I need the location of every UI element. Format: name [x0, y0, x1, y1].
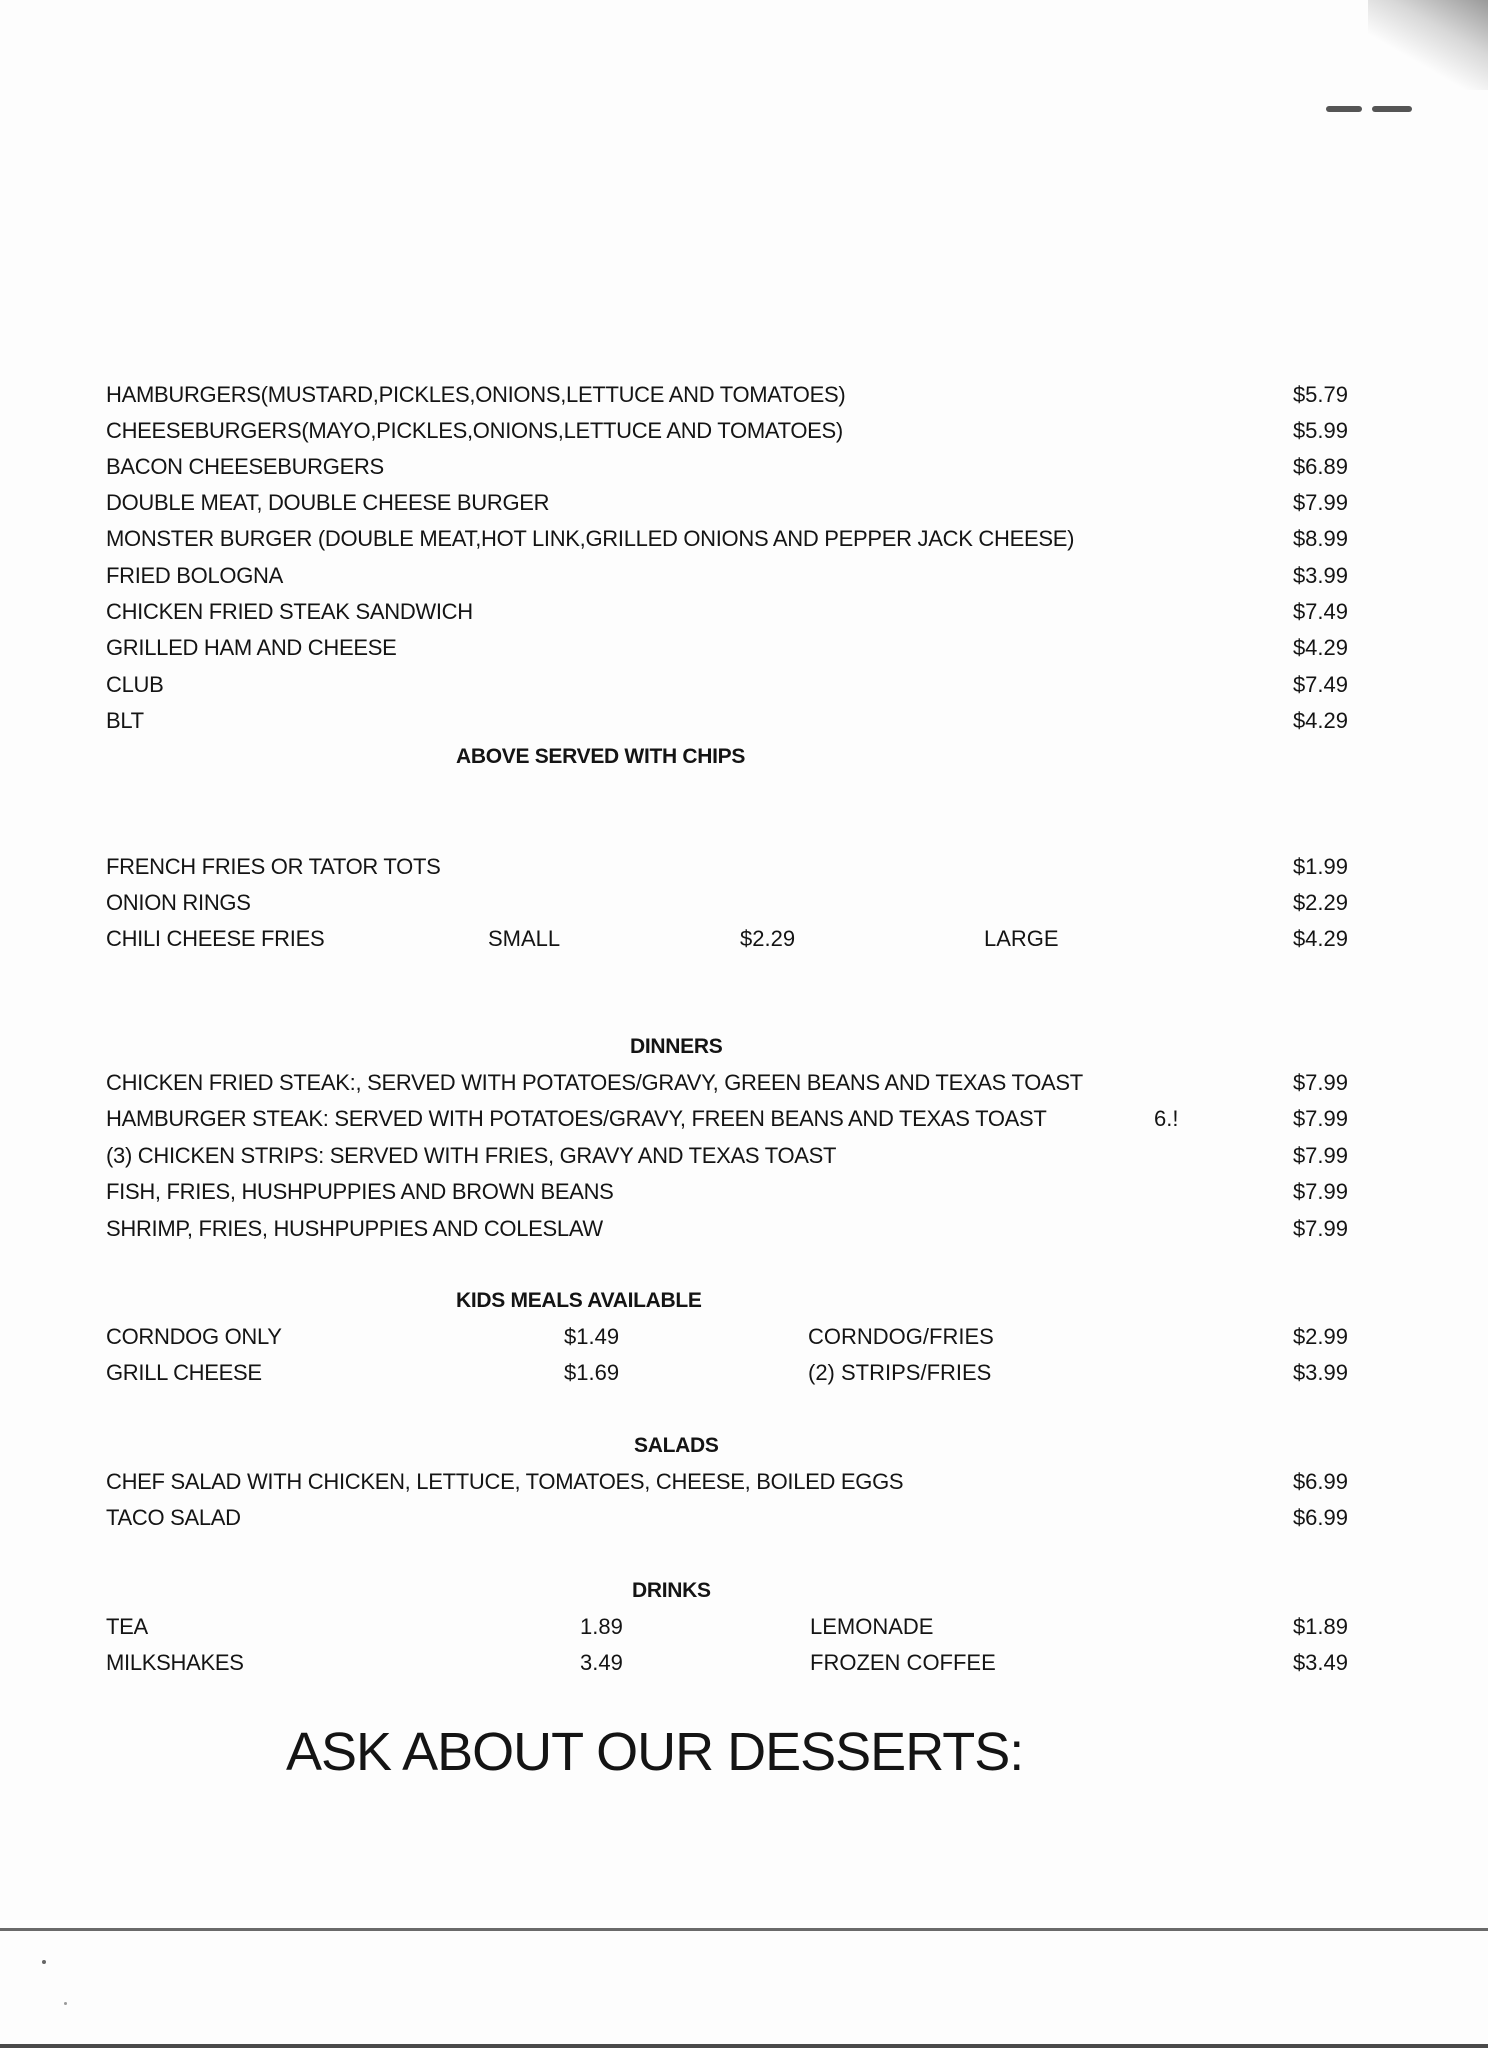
item-name: FISH, FRIES, HUSHPUPPIES AND BROWN BEANS: [106, 1179, 614, 1204]
menu-item: [106, 852, 1348, 882]
menu-item: [106, 524, 1348, 554]
item-price: $7.99: [1292, 1143, 1348, 1168]
scan-mark: [1326, 106, 1362, 112]
item-price: $7.99: [1292, 1216, 1348, 1241]
page-bottom-edge: [0, 2044, 1488, 2048]
menu-item: [106, 452, 1348, 482]
scan-speck: [64, 2002, 67, 2005]
item-name: HAMBURGERS(MUSTARD,PICKLES,ONIONS,LETTUCE AND TOMATOES): [106, 382, 846, 407]
size-label: LARGE: [984, 926, 1059, 951]
section-note: ABOVE SERVED WITH CHIPS: [456, 745, 746, 768]
item-price: $3.99: [1292, 1360, 1348, 1385]
menu-item: [106, 1141, 1348, 1171]
item-name: CHICKEN FRIED STEAK SANDWICH: [106, 599, 473, 624]
item-price: $6.89: [1292, 454, 1348, 479]
item-name: MILKSHAKES: [106, 1650, 244, 1675]
menu-item: [106, 1214, 1348, 1244]
item-price: $7.49: [1292, 599, 1348, 624]
item-name: CHILI CHEESE FRIES: [106, 926, 325, 951]
page-corner-fold: [1368, 0, 1488, 90]
item-price: $4.29: [1292, 926, 1348, 951]
item-name: (3) CHICKEN STRIPS: SERVED WITH FRIES, GRAVY AND TEXAS TOAST: [106, 1143, 837, 1168]
scan-speck: [42, 1960, 46, 1964]
scan-mark: [1372, 106, 1412, 112]
menu-item: [106, 670, 1348, 700]
item-name: TEA: [106, 1614, 148, 1639]
menu-item: [106, 706, 1348, 736]
menu-item: [106, 924, 1348, 954]
item-name: CLUB: [106, 672, 164, 697]
item-price: $5.79: [1292, 382, 1348, 407]
item-price: $4.29: [1292, 635, 1348, 660]
menu-item: [106, 416, 1348, 446]
item-price: $7.99: [1292, 1070, 1348, 1095]
menu-item: [106, 888, 1348, 918]
item-price: $6.99: [1292, 1505, 1348, 1530]
item-price: $6.99: [1292, 1469, 1348, 1494]
item-name: BACON CHEESEBURGERS: [106, 454, 384, 479]
kids-row: [106, 1322, 1348, 1352]
kids-row: [106, 1358, 1348, 1388]
item-price: 3.49: [580, 1650, 623, 1675]
item-price: $3.49: [1292, 1650, 1348, 1675]
item-name: FRENCH FRIES OR TATOR TOTS: [106, 854, 441, 879]
section-heading: KIDS MEALS AVAILABLE: [456, 1289, 702, 1312]
item-name: GRILLED HAM AND CHEESE: [106, 635, 397, 660]
item-name: CHEESEBURGERS(MAYO,PICKLES,ONIONS,LETTUCE AND TOMATOES): [106, 418, 843, 443]
item-name: CHEF SALAD WITH CHICKEN, LETTUCE, TOMATOES, CHEESE, BOILED EGGS: [106, 1469, 904, 1494]
item-price: $5.99: [1292, 418, 1348, 443]
item-price: $7.99: [1292, 1179, 1348, 1204]
menu-item: [106, 488, 1348, 518]
section-heading: DRINKS: [632, 1579, 711, 1602]
menu-item: [106, 561, 1348, 591]
item-price: $2.99: [1292, 1324, 1348, 1349]
item-note: 6.!: [1154, 1106, 1179, 1131]
item-name: FROZEN COFFEE: [810, 1650, 996, 1675]
item-name: LEMONADE: [810, 1614, 934, 1639]
item-name: SHRIMP, FRIES, HUSHPUPPIES AND COLESLAW: [106, 1216, 603, 1241]
item-name: ONION RINGS: [106, 890, 251, 915]
drinks-row: [106, 1612, 1348, 1642]
item-name: CORNDOG ONLY: [106, 1324, 282, 1349]
menu-item: [106, 633, 1348, 663]
section-heading: DINNERS: [630, 1035, 723, 1058]
item-price: $4.29: [1292, 708, 1348, 733]
item-price: $1.69: [564, 1360, 620, 1385]
size-label: SMALL: [488, 926, 561, 951]
item-price: 1.89: [580, 1614, 623, 1639]
menu-item: [106, 597, 1348, 627]
item-price: $3.99: [1292, 563, 1348, 588]
item-price: $1.89: [1292, 1614, 1348, 1639]
section-heading: SALADS: [634, 1434, 719, 1457]
menu-item: [106, 380, 1348, 410]
item-name: CHICKEN FRIED STEAK:, SERVED WITH POTATOES/GRAVY, GREEN BEANS AND TEXAS TOAST: [106, 1070, 1083, 1095]
item-name: TACO SALAD: [106, 1505, 241, 1530]
item-name: GRILL CHEESE: [106, 1360, 262, 1385]
item-price: $2.29: [1292, 890, 1348, 915]
item-name: HAMBURGER STEAK: SERVED WITH POTATOES/GRAVY, FREEN BEANS AND TEXAS TOAST: [106, 1106, 1047, 1131]
item-name: FRIED BOLOGNA: [106, 563, 284, 588]
item-name: DOUBLE MEAT, DOUBLE CHEESE BURGER: [106, 490, 550, 515]
menu-item: [106, 1068, 1348, 1098]
item-name: (2) STRIPS/FRIES: [808, 1360, 992, 1385]
menu-item: [106, 1467, 1348, 1497]
drinks-row: [106, 1648, 1348, 1678]
item-price: $7.49: [1292, 672, 1348, 697]
size-price: $2.29: [740, 926, 796, 951]
menu-item: [106, 1177, 1348, 1207]
desserts-banner: ASK ABOUT OUR DESSERTS:: [286, 1722, 1024, 1782]
page-edge-line: [0, 1928, 1488, 1931]
menu-item: [106, 1503, 1348, 1533]
item-price: $8.99: [1292, 526, 1348, 551]
menu-item: [106, 1104, 1348, 1134]
item-name: CORNDOG/FRIES: [808, 1324, 994, 1349]
item-name: BLT: [106, 708, 144, 733]
item-price: $1.99: [1292, 854, 1348, 879]
item-price: $7.99: [1292, 1106, 1348, 1131]
item-name: MONSTER BURGER (DOUBLE MEAT,HOT LINK,GRILLED ONIONS AND PEPPER JACK CHEESE): [106, 526, 1075, 551]
item-price: $7.99: [1292, 490, 1348, 515]
item-price: $1.49: [564, 1324, 620, 1349]
